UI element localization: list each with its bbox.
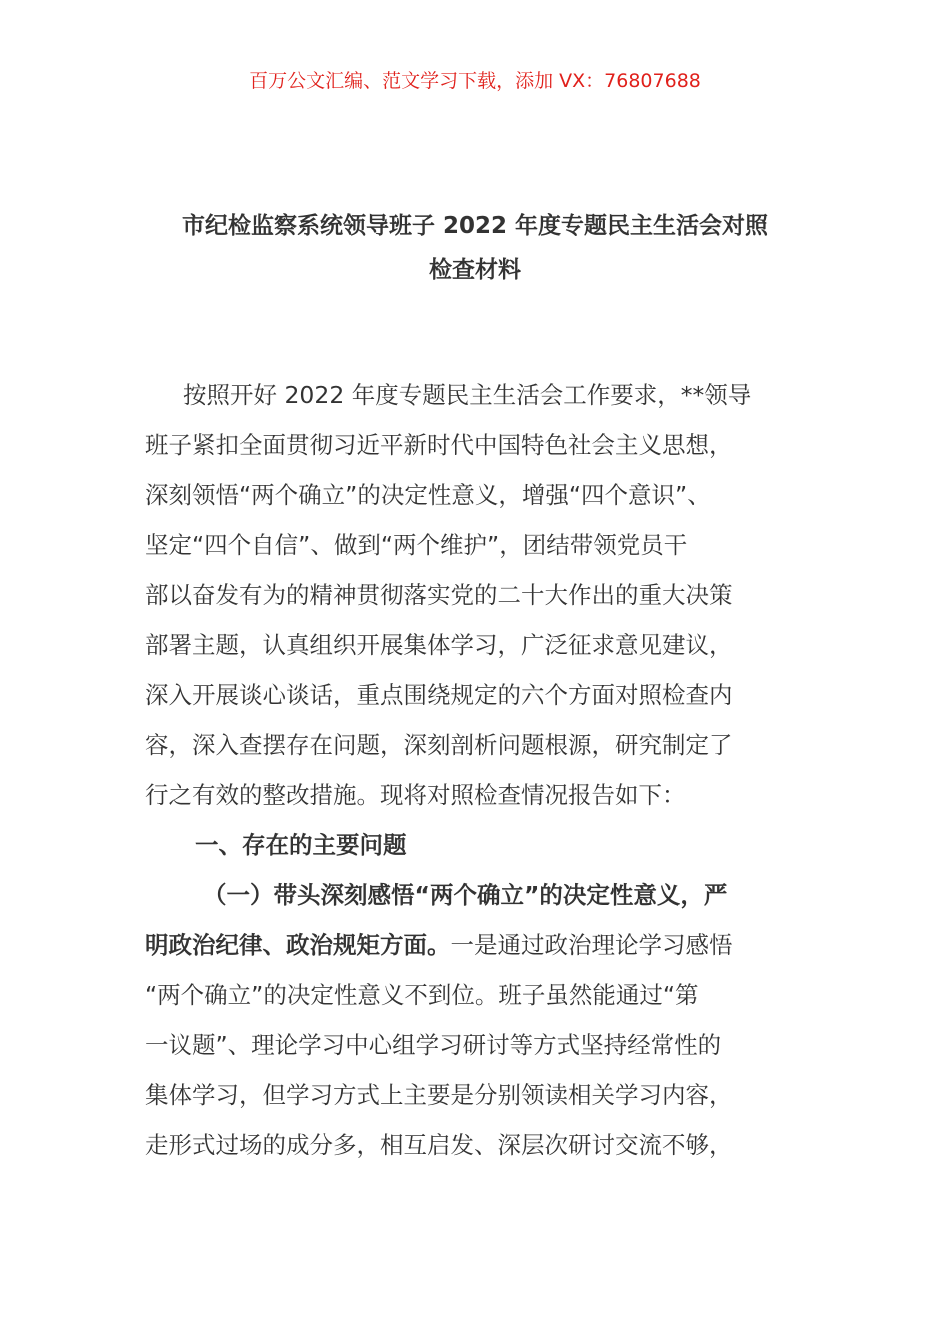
intro-paragraph (145, 370, 805, 1170)
subsection-line-2 (145, 920, 805, 970)
intro-line: 部署主题，认真组织开展集体学习，广泛征求意见建议， (145, 631, 733, 659)
header-watermark-note: 百万公文汇编、范文学习下载，添加 VX：76807688 (249, 70, 701, 92)
subsection-body-line: “两个确立”的决定性意义不到位。班子虽然能通过“第 (145, 981, 699, 1009)
subsection-body-line: 走形式过场的成分多，相互启发、深层次研讨交流不够， (145, 1131, 733, 1159)
title-line-2: 检查材料 (429, 257, 521, 283)
document-title (0, 204, 950, 292)
subsection-body-line: 一议题”、理论学习中心组学习研讨等方式坚持经常性的 (145, 1031, 722, 1059)
title-line-1: 市纪检监察系统领导班子 2022 年度专题民主生活会对照 (181, 213, 769, 239)
intro-line: 深入开展谈心谈话，重点围绕规定的六个方面对照检查内 (145, 681, 733, 709)
intro-line: 坚定“四个自信”、做到“两个维护”，团结带领党员干 (145, 531, 688, 559)
subsection-text: 一是通过政治理论学习感悟 (450, 931, 733, 959)
subsection-body-line: 集体学习，但学习方式上主要是分别领读相关学习内容， (145, 1081, 733, 1109)
intro-line: 容，深入查摆存在问题，深刻剖析问题根源，研究制定了 (145, 731, 733, 759)
section-heading: 一、存在的主要问题 (195, 831, 407, 859)
intro-line: 部以奋发有为的精神贯彻落实党的二十大作出的重大决策 (145, 581, 733, 609)
intro-line: 按照开好 2022 年度专题民主生活会工作要求，**领导 (183, 381, 752, 409)
intro-line: 班子紧扣全面贯彻习近平新时代中国特色社会主义思想， (145, 431, 733, 459)
subsection-heading-line-2: 明政治纪律、政治规矩方面。 (145, 931, 451, 959)
intro-line: 行之有效的整改措施。现将对照检查情况报告如下： (145, 781, 686, 809)
subsection-heading-line-1: （一）带头深刻感悟“两个确立”的决定性意义，严 (203, 881, 728, 909)
intro-line: 深刻领悟“两个确立”的决定性意义，增强“四个意识”、 (145, 481, 711, 509)
